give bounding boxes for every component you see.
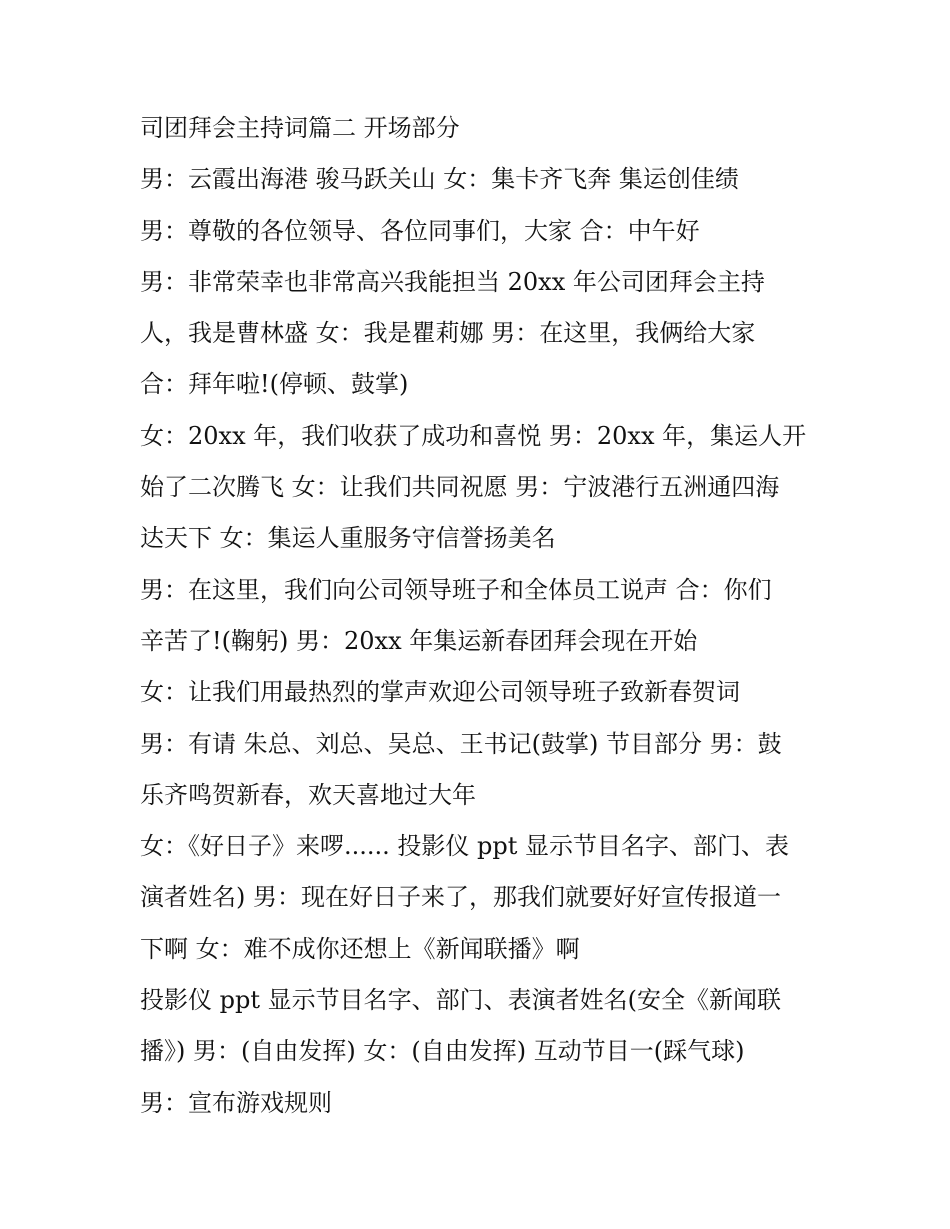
text-line: 投影仪 ppt 显示节目名字、部门、表演者姓名(安全《新闻联 [140,986,781,1015]
text-line: 辛苦了!(鞠躬) 男：20xx 年集运新春团拜会现在开始 [140,626,698,655]
text-line: 男：非常荣幸也非常高兴我能担当 20xx 年公司团拜会主持 [140,267,765,296]
document-body [140,103,820,1129]
text-line: 始了二次腾飞 女：让我们共同祝愿 男：宁波港行五洲通四海 [140,473,780,502]
text-line: 达天下 女：集运人重服务守信誉扬美名 [140,524,556,553]
text-line: 男：尊敬的各位领导、各位同事们，大家 合：中午好 [140,216,700,245]
text-line: 男：在这里，我们向公司领导班子和全体员工说声 合：你们 [140,575,772,604]
text-line: 播》) 男：(自由发挥) 女：(自由发挥) 互动节目一(踩气球) [140,1037,745,1066]
text-line: 合：拜年啦!(停顿、鼓掌) [140,370,409,399]
text-line: 女：20xx 年，我们收获了成功和喜悦 男：20xx 年，集运人开 [140,421,807,450]
text-line: 人，我是曹林盛 女：我是瞿莉娜 男：在这里，我俩给大家 [140,319,756,348]
text-line: 男：云霞出海港 骏马跃关山 女：集卡齐飞奔 集运创佳绩 [140,165,739,194]
text-line: 演者姓名) 男：现在好日子来了，那我们就要好好宣传报道一 [140,883,781,912]
text-line: 司团拜会主持词篇二 开场部分 [140,114,460,142]
text-line: 男：有请 朱总、刘总、吴总、王书记(鼓掌) 节目部分 男：鼓 [140,729,782,758]
text-line: 男：宣布游戏规则 [140,1088,332,1117]
text-line: 乐齐鸣贺新春，欢天喜地过大年 [140,780,476,809]
text-line: 女：让我们用最热烈的掌声欢迎公司领导班子致新春贺词 [140,678,740,707]
text-line: 女：《好日子》来啰...... 投影仪 ppt 显示节目名字、部门、表 [140,832,790,861]
text-line: 下啊 女：难不成你还想上《新闻联播》啊 [140,934,580,963]
